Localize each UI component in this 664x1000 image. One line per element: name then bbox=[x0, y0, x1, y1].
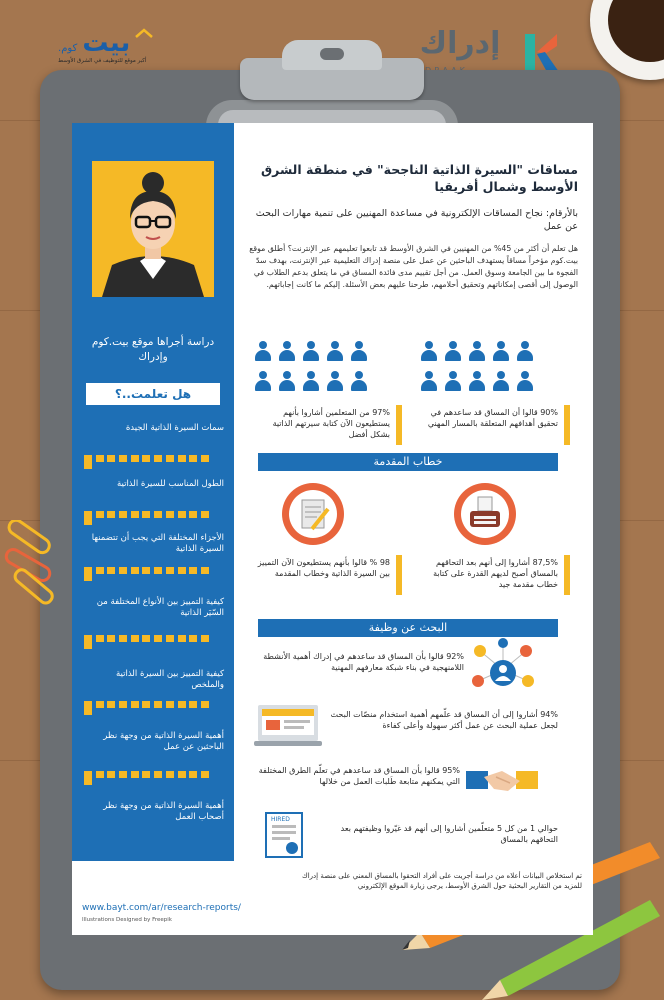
footer-note-1: تم استخلاص البيانات أعلاه من دراسة أجريت على أفراد التحقوا بالمساق المعني على منصة إدراك bbox=[301, 872, 582, 880]
sidebar-divider bbox=[84, 701, 222, 708]
coffee-cup bbox=[590, 0, 664, 80]
main-content bbox=[234, 123, 593, 861]
laptop-job-board-icon bbox=[254, 703, 322, 749]
sidebar-item: سمات السيرة الذاتية الجيدة bbox=[125, 423, 224, 433]
bayt-tagline: أكبر موقع للتوظيف في الشرق الأوسط bbox=[58, 58, 147, 64]
illustration-credit: Illustrations Designed by Freepik bbox=[82, 917, 172, 923]
job-stat-94: 94% أشاروا إلى أن المساق قد علّمهم أهمية استخدام منصّات البحث لجعل عملية البحث عن عمل أكثر سهولة وأعلى كفاءة bbox=[330, 710, 558, 730]
job-stat-92: 92% قالوا بأن المساق قد ساعدهم في إدراك أهمية الأنشطة اللامنهجية في بناء شبكة معارفهم المهنية bbox=[263, 652, 464, 672]
section-banner-job-search: البحث عن وظيفة bbox=[258, 619, 558, 637]
network-icon bbox=[470, 637, 536, 703]
people-icons-right bbox=[420, 341, 570, 401]
typewriter-circle bbox=[454, 483, 516, 545]
portrait-illustration bbox=[92, 161, 214, 297]
research-reports-link[interactable]: www.bayt.com/ar/research-reports/ bbox=[82, 903, 241, 913]
study-text: دراسة أجراها موقع بيت.كوم وإدراك bbox=[91, 336, 215, 363]
edraak-logo-word: إدراك bbox=[419, 26, 501, 61]
sidebar-item: الأجزاء المختلفة التي يجب أن تتضمنها السيرة الذاتية bbox=[91, 533, 224, 554]
intro-paragraph: هل تعلم أن أكثر من 45% من المهنيين في الشرق الأوسط قد تابعوا تعليمهم عبر الإنترنت؟ أطلق موقع بيت.كوم مؤخراً مساقاً يستهدف الباحثين عن عمل على منصة إدراك التعليمية عبر الإنترنت، بهدف سدّ الفجوة ما بين الجامعة وسوق العمل. من أجل تقييم مدى فائدة المساق في ما يتعلق بدعم الطلاب في الوصول إلى أقصى إمكاناتهم وتحقيق أحلامهم، طرحنا عليهم بعض الأسئلة. إليكم ما كانت إجاباتهم. bbox=[249, 244, 578, 289]
sidebar-divider bbox=[84, 635, 222, 642]
sidebar-divider bbox=[84, 511, 222, 518]
bayt-logo bbox=[58, 28, 208, 64]
hired-label: HIRED bbox=[271, 816, 290, 823]
sidebar-divider bbox=[84, 771, 222, 778]
sidebar-item: كيفية التمييز بين الأنواع المختلفة من السّيَر الذاتية bbox=[96, 597, 224, 618]
footer-note-2: للمزيد من التقارير البحثية حول الشرق الأوسط، يرجى زيارة الموقع الإلكتروني bbox=[357, 882, 582, 890]
job-stat-95: 95% قالوا بأن المساق قد ساعدهم في تعلّم الطرق المختلفة التي يمكنهم متابعة طَلبات العمل من خلالها bbox=[258, 766, 460, 786]
stat-90: 90% قالوا أن المساق قد ساعدهم في تحقيق أهدافهم المتعلقة بالمسار المهني bbox=[427, 408, 558, 428]
stat-accent-bar bbox=[564, 405, 570, 445]
stat-97: 97% من المتعلمين أشاروا بأنهم يستطيعون الآن كتابة سيرتهم الذاتية بشكل أفضل bbox=[272, 408, 390, 439]
woman-avatar-icon bbox=[92, 161, 214, 297]
infographic-paper bbox=[72, 123, 593, 935]
bayt-logo-com: .كوم bbox=[58, 43, 78, 54]
clipboard-clip-top bbox=[282, 40, 382, 70]
sidebar-divider bbox=[84, 567, 222, 574]
sidebar bbox=[72, 123, 234, 861]
stat-accent-bar bbox=[396, 405, 402, 445]
stat-87: 87,5% أشاروا إلى أنهم بعد التحاقهم بالمساق أصبح لديهم القدرة على كتابة خطاب مقدمة جيد bbox=[433, 558, 558, 589]
sidebar-item: أهمية السيرة الذاتية من وجهة نظر أصحاب العمل bbox=[103, 801, 224, 822]
letter-writing-icon bbox=[282, 483, 344, 545]
people-icons-left bbox=[254, 341, 404, 401]
handshake-icon bbox=[466, 763, 538, 799]
sidebar-item: أهمية السيرة الذاتية من وجهة نظر الباحثين عن عمل bbox=[103, 731, 224, 752]
bayt-roof-icon bbox=[135, 28, 153, 38]
bayt-logo-mark: بيت bbox=[82, 28, 131, 58]
stat-98: 98 % قالوا بأنهم يستطيعون الآن التمييز بين السيرة الذاتية وخطاب المقدمة bbox=[257, 558, 390, 578]
sidebar-item: كيفية التمييز بين السيرة الذاتية والملخص bbox=[116, 669, 224, 690]
typewriter-icon bbox=[454, 483, 516, 545]
page-subtitle: بالأرقام: نجاح المساقات الإلكترونية في مساعدة المهنيين على تنمية مهارات البحث عن عمل bbox=[255, 208, 578, 232]
cover-letter-circle bbox=[282, 483, 344, 545]
paperclips-decoration bbox=[0, 520, 70, 610]
sidebar-divider bbox=[84, 455, 222, 462]
job-stat-1-in-5: حوالي 1 من كل 5 متعلّمين أشاروا إلى أنهم قد غيّروا وظيفتهم بعد التحاقهم بالمساق bbox=[340, 824, 558, 844]
stat-accent-bar bbox=[564, 555, 570, 595]
section-banner-cover-letter: خطاب المقدمة bbox=[258, 453, 558, 471]
edraak-k-icon bbox=[523, 32, 561, 74]
page-title: مساقات "السيرة الذاتية الناجحة" في منطقة الشرق الأوسط وشمال أفريقيا bbox=[261, 162, 578, 194]
hired-document-icon bbox=[264, 811, 304, 859]
did-you-know-heading: هل تعلمت..؟ bbox=[86, 383, 220, 405]
sidebar-item: الطول المناسب للسيرة الذاتية bbox=[116, 479, 224, 489]
stat-accent-bar bbox=[396, 555, 402, 595]
footer-note bbox=[82, 871, 582, 891]
